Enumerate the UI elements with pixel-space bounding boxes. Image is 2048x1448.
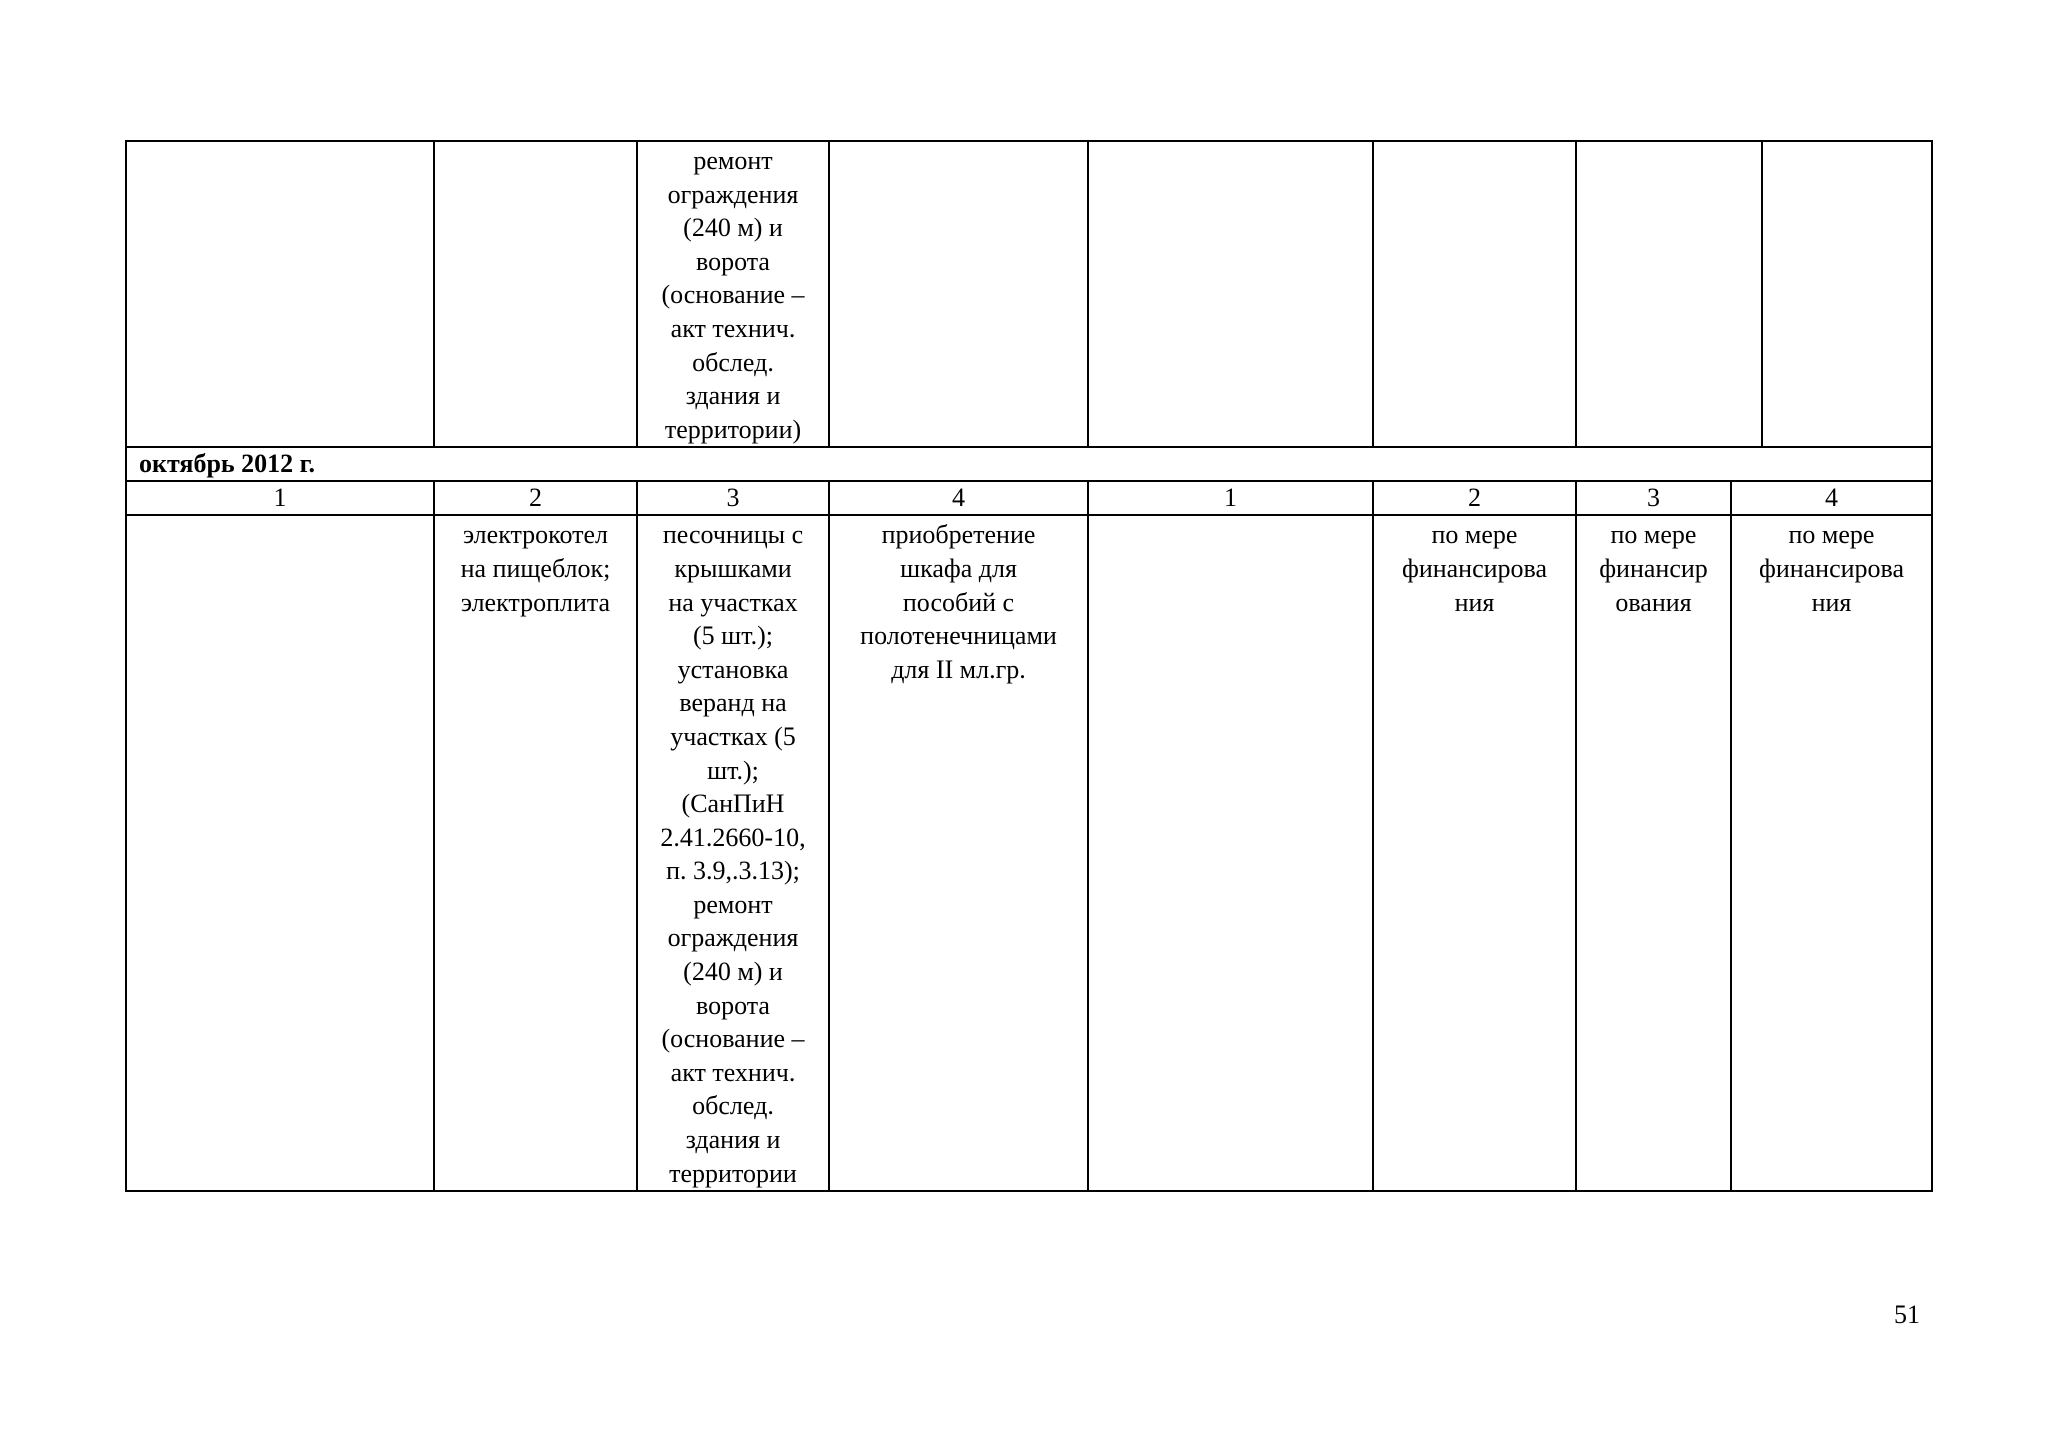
table-cell (829, 515, 1088, 1191)
document-table (125, 140, 1933, 1192)
cell-text (1089, 516, 1372, 518)
column-number: 2 (434, 481, 637, 515)
cell-text: электрокотел на пищеблок; электроплита (460, 520, 611, 617)
cell-text (1577, 209, 1931, 211)
table-cell (126, 141, 434, 447)
cell-text (1089, 142, 1372, 144)
table-cell (434, 141, 637, 447)
column-number: 1 (1088, 481, 1373, 515)
table-cell (1088, 141, 1373, 447)
column-number: 4 (1731, 481, 1932, 515)
month-heading: октябрь 2012 г. (126, 447, 1932, 481)
table-cell (126, 515, 434, 1191)
table-cell (434, 515, 637, 1191)
cell-text: по мере финансирова ния (1401, 520, 1548, 617)
cell-text (435, 142, 636, 144)
column-number: 4 (829, 481, 1088, 515)
column-number: 3 (1576, 481, 1731, 515)
column-number: 1 (126, 481, 434, 515)
table-cell (1576, 515, 1731, 1191)
cell-text: по мере финансир ования (1599, 520, 1708, 617)
cell-text (127, 142, 433, 144)
table-cell (637, 141, 829, 447)
table-cell (637, 515, 829, 1191)
cell-text (127, 516, 433, 518)
page-number: 51 (1894, 1300, 1920, 1329)
table-row-continuation (126, 141, 1932, 447)
table-cell (1731, 515, 1932, 1191)
table-row-column-numbers (126, 481, 1932, 515)
table-cell (829, 141, 1088, 447)
cell-text (830, 142, 1087, 144)
table-row-month (126, 447, 1932, 481)
cell-text: ремонт ограждения (240 м) и ворота (основание – акт технич. обслед. здания и территории) (661, 146, 805, 444)
column-number: 3 (637, 481, 829, 515)
cell-divider (1761, 142, 1763, 446)
table-row-october (126, 515, 1932, 1191)
cell-text: песочницы с крышками на участках (5 шт.); установка веранд на участках (5 шт.); (СанПиН 2.41.2660-10, п. 3.9,.3.13); ремонт ограждения (240 м) и ворота (основание – акт технич. обслед. здания и территории (660, 520, 806, 1188)
column-number: 2 (1373, 481, 1576, 515)
table-cell (1373, 141, 1576, 447)
cell-text (1374, 142, 1575, 144)
table-cell (1373, 515, 1576, 1191)
cell-text: по мере финансирова ния (1758, 520, 1905, 617)
table-cell (1576, 141, 1932, 447)
table-cell (1088, 515, 1373, 1191)
cell-text: приобретение шкафа для пособий с полотенечницами для II мл.гр. (860, 520, 1057, 684)
